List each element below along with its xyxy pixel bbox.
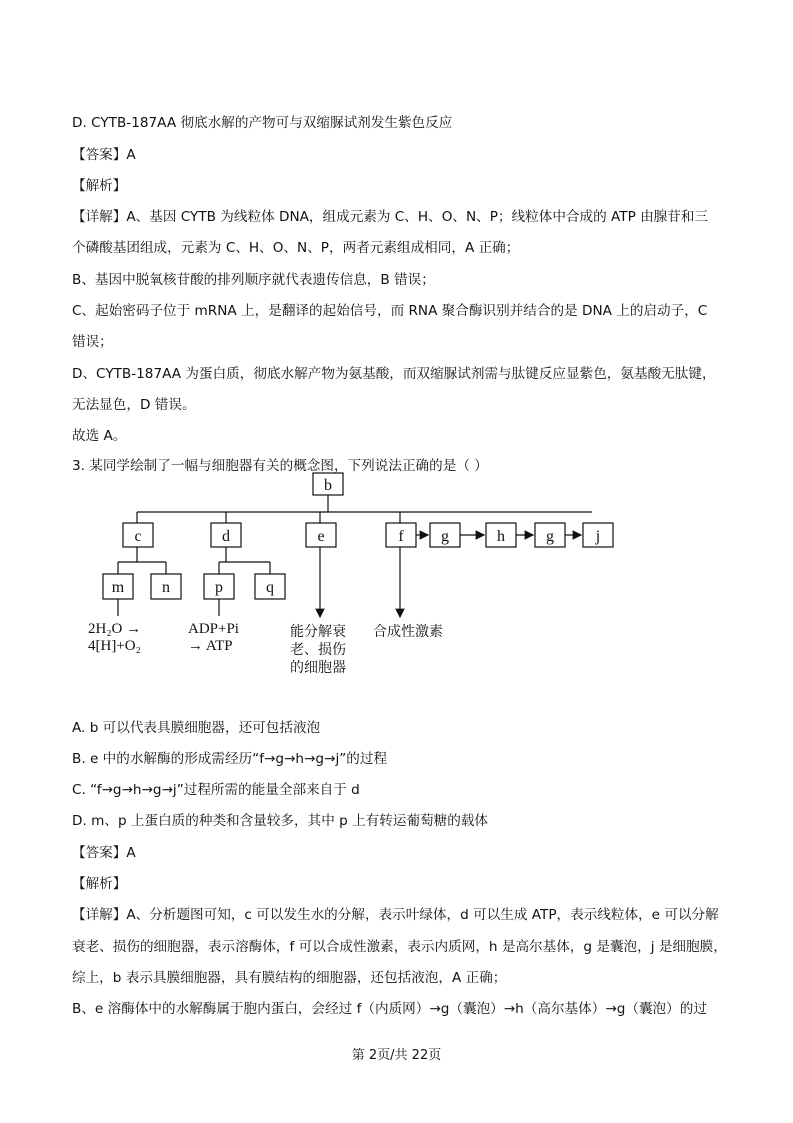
- detail-line: B、基因中脱氧核苷酸的排列顺序就代表遗传信息，B 错误；: [72, 272, 435, 288]
- organelle-concept-diagram: [0, 470, 793, 710]
- p-reaction-line1: ADP+Pi: [188, 621, 239, 637]
- label-p: p: [215, 579, 223, 596]
- e-function-line2: 老、损伤: [290, 642, 346, 658]
- answer-label: 【答案】A: [72, 845, 136, 861]
- option-d: D. m、p 上蛋白质的种类和含量较多，其中 p 上有转运葡萄糖的载体: [72, 813, 489, 829]
- page-footer: 第 2页/共 22页: [351, 1048, 442, 1063]
- detail-line: D、CYTB-187AA 为蛋白质，彻底水解产物为氨基酸，而双缩脲试剂需与肽键反应显紫色，氨基酸无肽键，: [72, 366, 716, 382]
- line-option-d-prev: D. CYTB-187AA 彻底水解的产物可与双缩脲试剂发生紫色反应: [72, 115, 453, 131]
- detail-line: 无法显色，D 错误。: [72, 397, 196, 413]
- label-d: d: [222, 528, 230, 545]
- label-m: m: [111, 579, 125, 596]
- label-g2: g: [546, 528, 554, 545]
- label-b: b: [324, 477, 332, 494]
- analysis-label: 【解析】: [72, 178, 127, 194]
- m-reaction-line2: 4[H]+O₂: [88, 638, 141, 654]
- m-reaction-line1: 2H₂O →: [88, 621, 142, 637]
- option-b: B. e 中的水解酶的形成需经历“f→g→h→g→j”的过程: [72, 751, 388, 767]
- detail-line: 个磷酸基团组成，元素为 C、H、O、N、P，两者元素组成相同，A 正确；: [72, 240, 520, 256]
- conclusion-line: 故选 A。: [72, 428, 127, 444]
- label-f: f: [398, 528, 404, 545]
- detail-line: B、e 溶酶体中的水解酶属于胞内蛋白，会经过 f（内质网）→g（囊泡）→h（高尔基体）→g（囊泡）的过: [72, 1001, 707, 1017]
- label-j: j: [595, 528, 601, 545]
- option-a: A. b 可以代表具膜细胞器，还可包括液泡: [72, 720, 321, 736]
- e-function-line1: 能分解衰: [290, 624, 346, 640]
- label-g1: g: [441, 528, 449, 545]
- detail-line: 【详解】A、基因 CYTB 为线粒体 DNA，组成元素为 C、H、O、N、P；线粒体中合成的 ATP 由腺苷和三: [72, 209, 709, 225]
- detail-line: C、起始密码子位于 mRNA 上，是翻译的起始信号，而 RNA 聚合酶识别并结合的是 DNA 上的启动子，C: [72, 303, 708, 319]
- detail-line: 【详解】A、分析题图可知，c 可以发生水的分解，表示叶绿体，d 可以生成 ATP，表示线粒体，e 可以分解: [72, 907, 719, 923]
- label-h: h: [497, 528, 505, 545]
- p-reaction-line2: → ATP: [188, 638, 233, 654]
- label-q: q: [266, 579, 274, 596]
- detail-line: 综上，b 表示具膜细胞器，具有膜结构的细胞器，还包括液泡，A 正确；: [72, 970, 507, 986]
- detail-line: 错误；: [72, 334, 113, 350]
- e-function-line3: 的细胞器: [290, 660, 346, 676]
- detail-line: 衰老、损伤的细胞器，表示溶酶体，f 可以合成性激素，表示内质网，h 是高尔基体，g 是囊泡，j 是细胞膜，: [72, 939, 727, 955]
- label-n: n: [162, 579, 170, 596]
- question-3-stem: 3. 某同学绘制了一幅与细胞器有关的概念图，下列说法正确的是（ ）: [72, 458, 488, 474]
- option-c: C. “f→g→h→g→j”过程所需的能量全部来自于 d: [72, 782, 360, 798]
- label-c: c: [134, 528, 142, 545]
- f-function-label: 合成性激素: [373, 624, 443, 640]
- analysis-label: 【解析】: [72, 876, 127, 892]
- label-e: e: [317, 528, 325, 545]
- answer-label: 【答案】A: [72, 147, 136, 163]
